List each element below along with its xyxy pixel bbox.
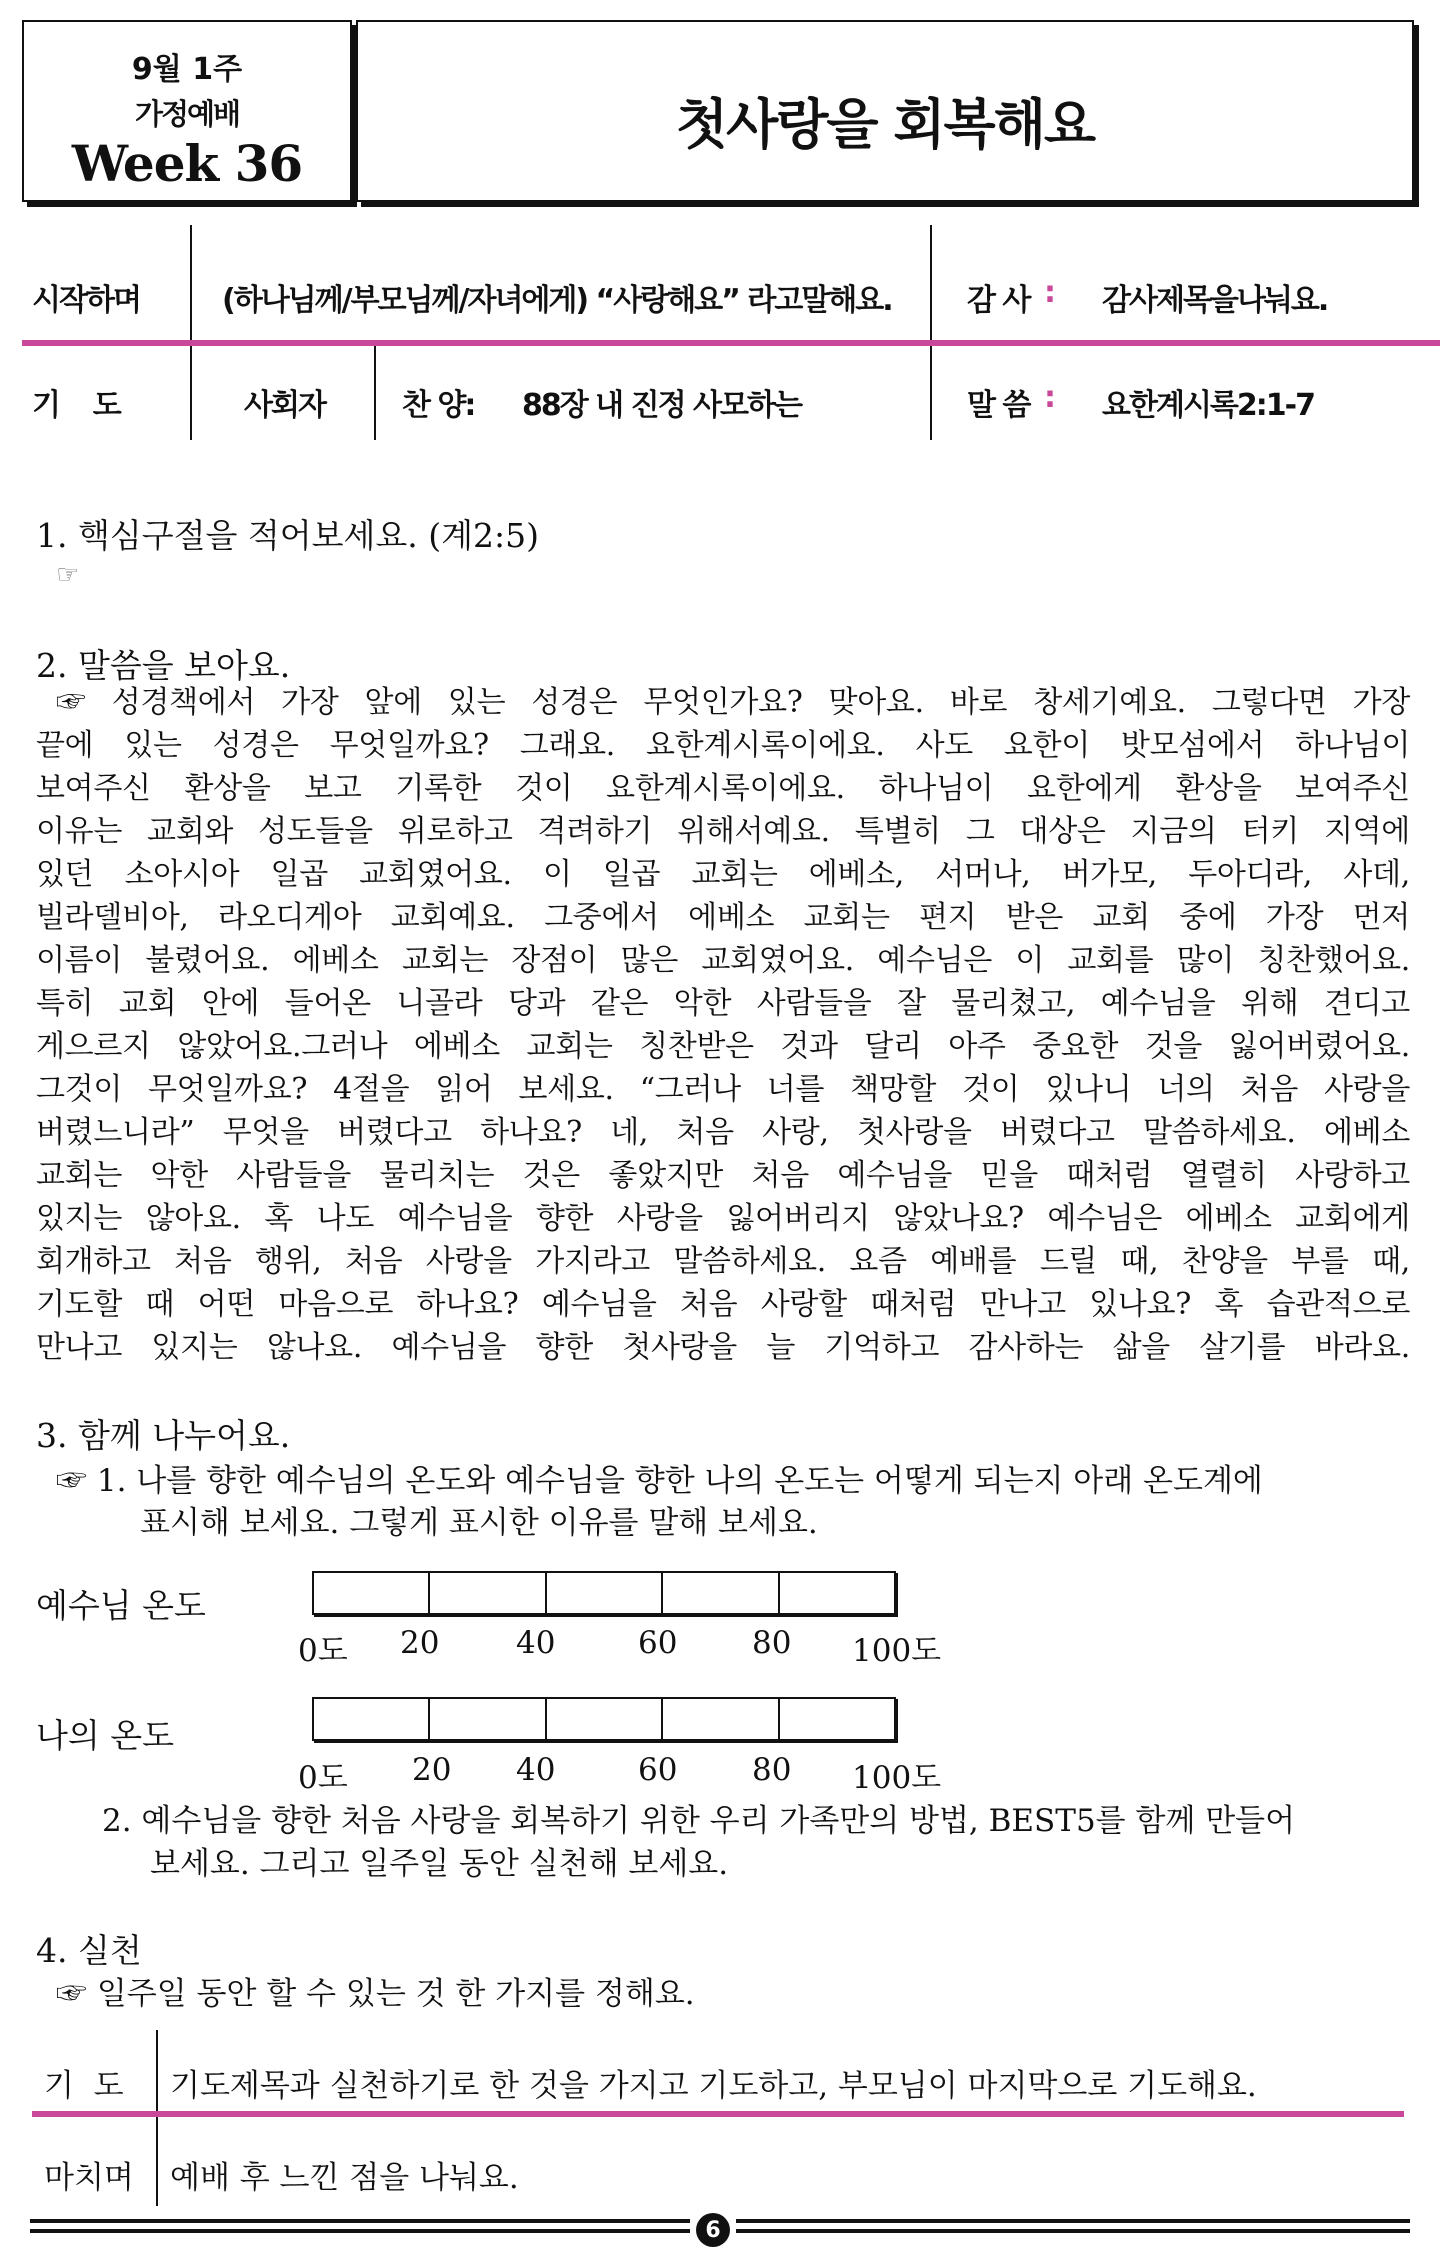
tick-label: 100도 <box>852 1633 942 1669</box>
section-2-title: 2. 말씀을 보아요. <box>36 646 291 685</box>
jesus-temperature-label: 예수님 온도 <box>36 1586 206 1625</box>
tick-label: 100도 <box>852 1760 942 1796</box>
tick-label: 40 <box>516 1625 556 1661</box>
body-line: 기도할 때 어떤 마음으로 하나요? 예수님을 처음 사랑할 때처럼 만나고 있나요? 혹 습관적으로 <box>36 1287 1410 1322</box>
pointer-icon: ☞ <box>56 560 80 590</box>
body-line: 특히 교회 안에 들어온 니골라 당과 같은 악한 사람들을 잘 물리쳤고, 예수님을 위해 견디고 <box>36 986 1410 1021</box>
prayer-label: 기 도 <box>32 388 120 423</box>
footer-rule <box>736 2219 1410 2223</box>
my-temperature-label: 나의 온도 <box>36 1716 175 1755</box>
scale-segment[interactable] <box>430 1573 546 1613</box>
tick-label: 80 <box>752 1752 792 1788</box>
opening-label: 시작하며 <box>32 283 140 318</box>
order-divider <box>930 225 932 440</box>
scale-segment[interactable] <box>547 1573 663 1613</box>
body-line: 이름이 불렸어요. 에베소 교회는 장점이 많은 교회였어요. 예수님은 이 교회를 많이 칭찬했어요. <box>36 943 1410 978</box>
scale-segment[interactable] <box>780 1573 894 1613</box>
scale-segment[interactable] <box>780 1699 894 1739</box>
tick-label: 20 <box>400 1625 440 1661</box>
week-number: Week 36 <box>71 134 303 193</box>
body-line: 끝에 있는 성경은 무엇일까요? 그래요. 요한계시록이에요. 사도 요한이 밧모섬에서 하나님이 <box>36 728 1410 763</box>
thanks-text: 감사제목을나눠요. <box>1102 283 1328 318</box>
scale-segment[interactable] <box>663 1573 779 1613</box>
tick-label: 80 <box>752 1625 792 1661</box>
question-1-line2: 표시해 보세요. 그렇게 표시한 이유를 말해 보세요. <box>140 1505 818 1541</box>
scale-segment[interactable] <box>663 1699 779 1739</box>
body-line: ☞ 성경책에서 가장 앞에 있는 성경은 무엇인가요? 맞아요. 바로 창세기예요. 그렇다면 가장 <box>56 685 1410 720</box>
pink-divider <box>22 340 1440 346</box>
closing-prayer-label: 기 도 <box>44 2068 124 2104</box>
body-line: 보여주신 환상을 보고 기록한 것이 요한계시록이에요. 하나님이 요한에게 환상을 보여주신 <box>36 771 1410 806</box>
section-3-title: 3. 함께 나누어요. <box>36 1416 291 1455</box>
hymn-label: 찬 양: <box>402 388 475 423</box>
closing-end-label: 마치며 <box>44 2160 134 2196</box>
body-line: 회개하고 처음 행위, 처음 사랑을 가지라고 말씀하세요. 요즘 예배를 드릴 때, 찬양을 부를 때, <box>36 1244 1410 1279</box>
presider: 사회자 <box>244 388 325 423</box>
closing-end-text: 예배 후 느낀 점을 나눠요. <box>170 2160 519 2196</box>
week-info-box <box>22 20 352 202</box>
footer-rule <box>736 2229 1410 2233</box>
footer-rule <box>30 2229 690 2233</box>
jesus-thermometer[interactable] <box>312 1571 896 1615</box>
closing-prayer-text: 기도제목과 실천하기로 한 것을 가지고 기도하고, 부모님이 마지막으로 기도해요. <box>170 2068 1257 2104</box>
question-1-line1: ☞ 1. 나를 향한 예수님의 온도와 예수님을 향한 나의 온도는 어떻게 되는지 아래 온도계에 <box>56 1463 1263 1499</box>
word-text: 요한계시록2:1-7 <box>1102 388 1314 423</box>
tick-label: 0도 <box>298 1633 348 1669</box>
word-label: 말 씀 <box>967 388 1030 423</box>
scale-segment[interactable] <box>430 1699 546 1739</box>
week-type: 가정예배 <box>134 97 240 131</box>
pink-divider <box>32 2111 1404 2117</box>
body-line: 교회는 악한 사람들을 물리치는 것은 좋았지만 처음 예수님을 믿을 때처럼 열렬히 사랑하고 <box>36 1158 1410 1193</box>
thanks-label: 감 사 <box>967 283 1030 318</box>
tick-label: 60 <box>638 1752 678 1788</box>
scale-segment[interactable] <box>314 1699 430 1739</box>
week-date: 9월 1주 <box>131 52 243 87</box>
body-line: 게으르지 않았어요.그러나 에베소 교회는 칭찬받은 것과 달리 아주 중요한 것을 잃어버렸어요. <box>36 1029 1410 1064</box>
scale-segment[interactable] <box>547 1699 663 1739</box>
worship-order-table <box>22 225 1440 440</box>
scale-segment[interactable] <box>314 1573 430 1613</box>
body-line: 이유는 교회와 성도들을 위로하고 격려하기 위해서예요. 특별히 그 대상은 지금의 터키 지역에 <box>36 814 1410 849</box>
order-divider <box>374 340 376 440</box>
body-line: 만나고 있지는 않나요. 예수님을 향한 첫사랑을 늘 기억하고 감사하는 삶을 살기를 바라요. <box>36 1330 1410 1365</box>
title-box <box>356 20 1414 202</box>
tick-label: 60 <box>638 1625 678 1661</box>
section-1-title: 1. 핵심구절을 적어보세요. (계2:5) <box>36 516 539 555</box>
tick-label: 0도 <box>298 1760 348 1796</box>
body-line: 빌라델비아, 라오디게아 교회예요. 그중에서 에베소 교회는 편지 받은 교회 중에 가장 먼저 <box>36 900 1410 935</box>
question-2-line1: 2. 예수님을 향한 처음 사랑을 회복하기 위한 우리 가족만의 방법, BEST5를 함께 만들어 <box>102 1803 1296 1839</box>
my-thermometer[interactable] <box>312 1697 896 1741</box>
tick-label: 40 <box>516 1752 556 1788</box>
practice-line: ☞ 일주일 동안 할 수 있는 것 한 가지를 정해요. <box>56 1976 695 2012</box>
opening-text: (하나님께/부모님께/자녀에게) “사랑해요” 라고말해요. <box>222 283 892 318</box>
page-number-badge: 6 <box>696 2213 730 2247</box>
body-line: 있지는 않아요. 혹 나도 예수님을 향한 사랑을 잃어버리지 않았나요? 예수님은 에베소 교회에게 <box>36 1201 1410 1236</box>
body-line: 있던 소아시아 일곱 교회였어요. 이 일곱 교회는 에베소, 서머나, 버가모, 두아디라, 사데, <box>36 857 1410 892</box>
tick-label: 20 <box>412 1752 452 1788</box>
page-title: 첫사랑을 회복해요 <box>675 93 1095 156</box>
section-4-title: 4. 실천 <box>36 1931 142 1970</box>
thanks-colon: : <box>1044 275 1054 310</box>
body-line: 버렸느니라” 무엇을 버렸다고 하나요? 네, 처음 사랑, 첫사랑을 버렸다고 말씀하세요. 에베소 <box>36 1115 1410 1150</box>
closing-divider <box>156 2030 158 2206</box>
hymn-text: 88장 내 진정 사모하는 <box>522 388 801 423</box>
question-2-line2: 보세요. 그리고 일주일 동안 실천해 보세요. <box>150 1846 729 1882</box>
order-divider <box>190 225 192 440</box>
word-colon: : <box>1044 380 1054 415</box>
body-line: 그것이 무엇일까요? 4절을 읽어 보세요. “그러나 너를 책망할 것이 있나니 너의 처음 사랑을 <box>36 1072 1410 1107</box>
footer-rule <box>30 2219 690 2223</box>
